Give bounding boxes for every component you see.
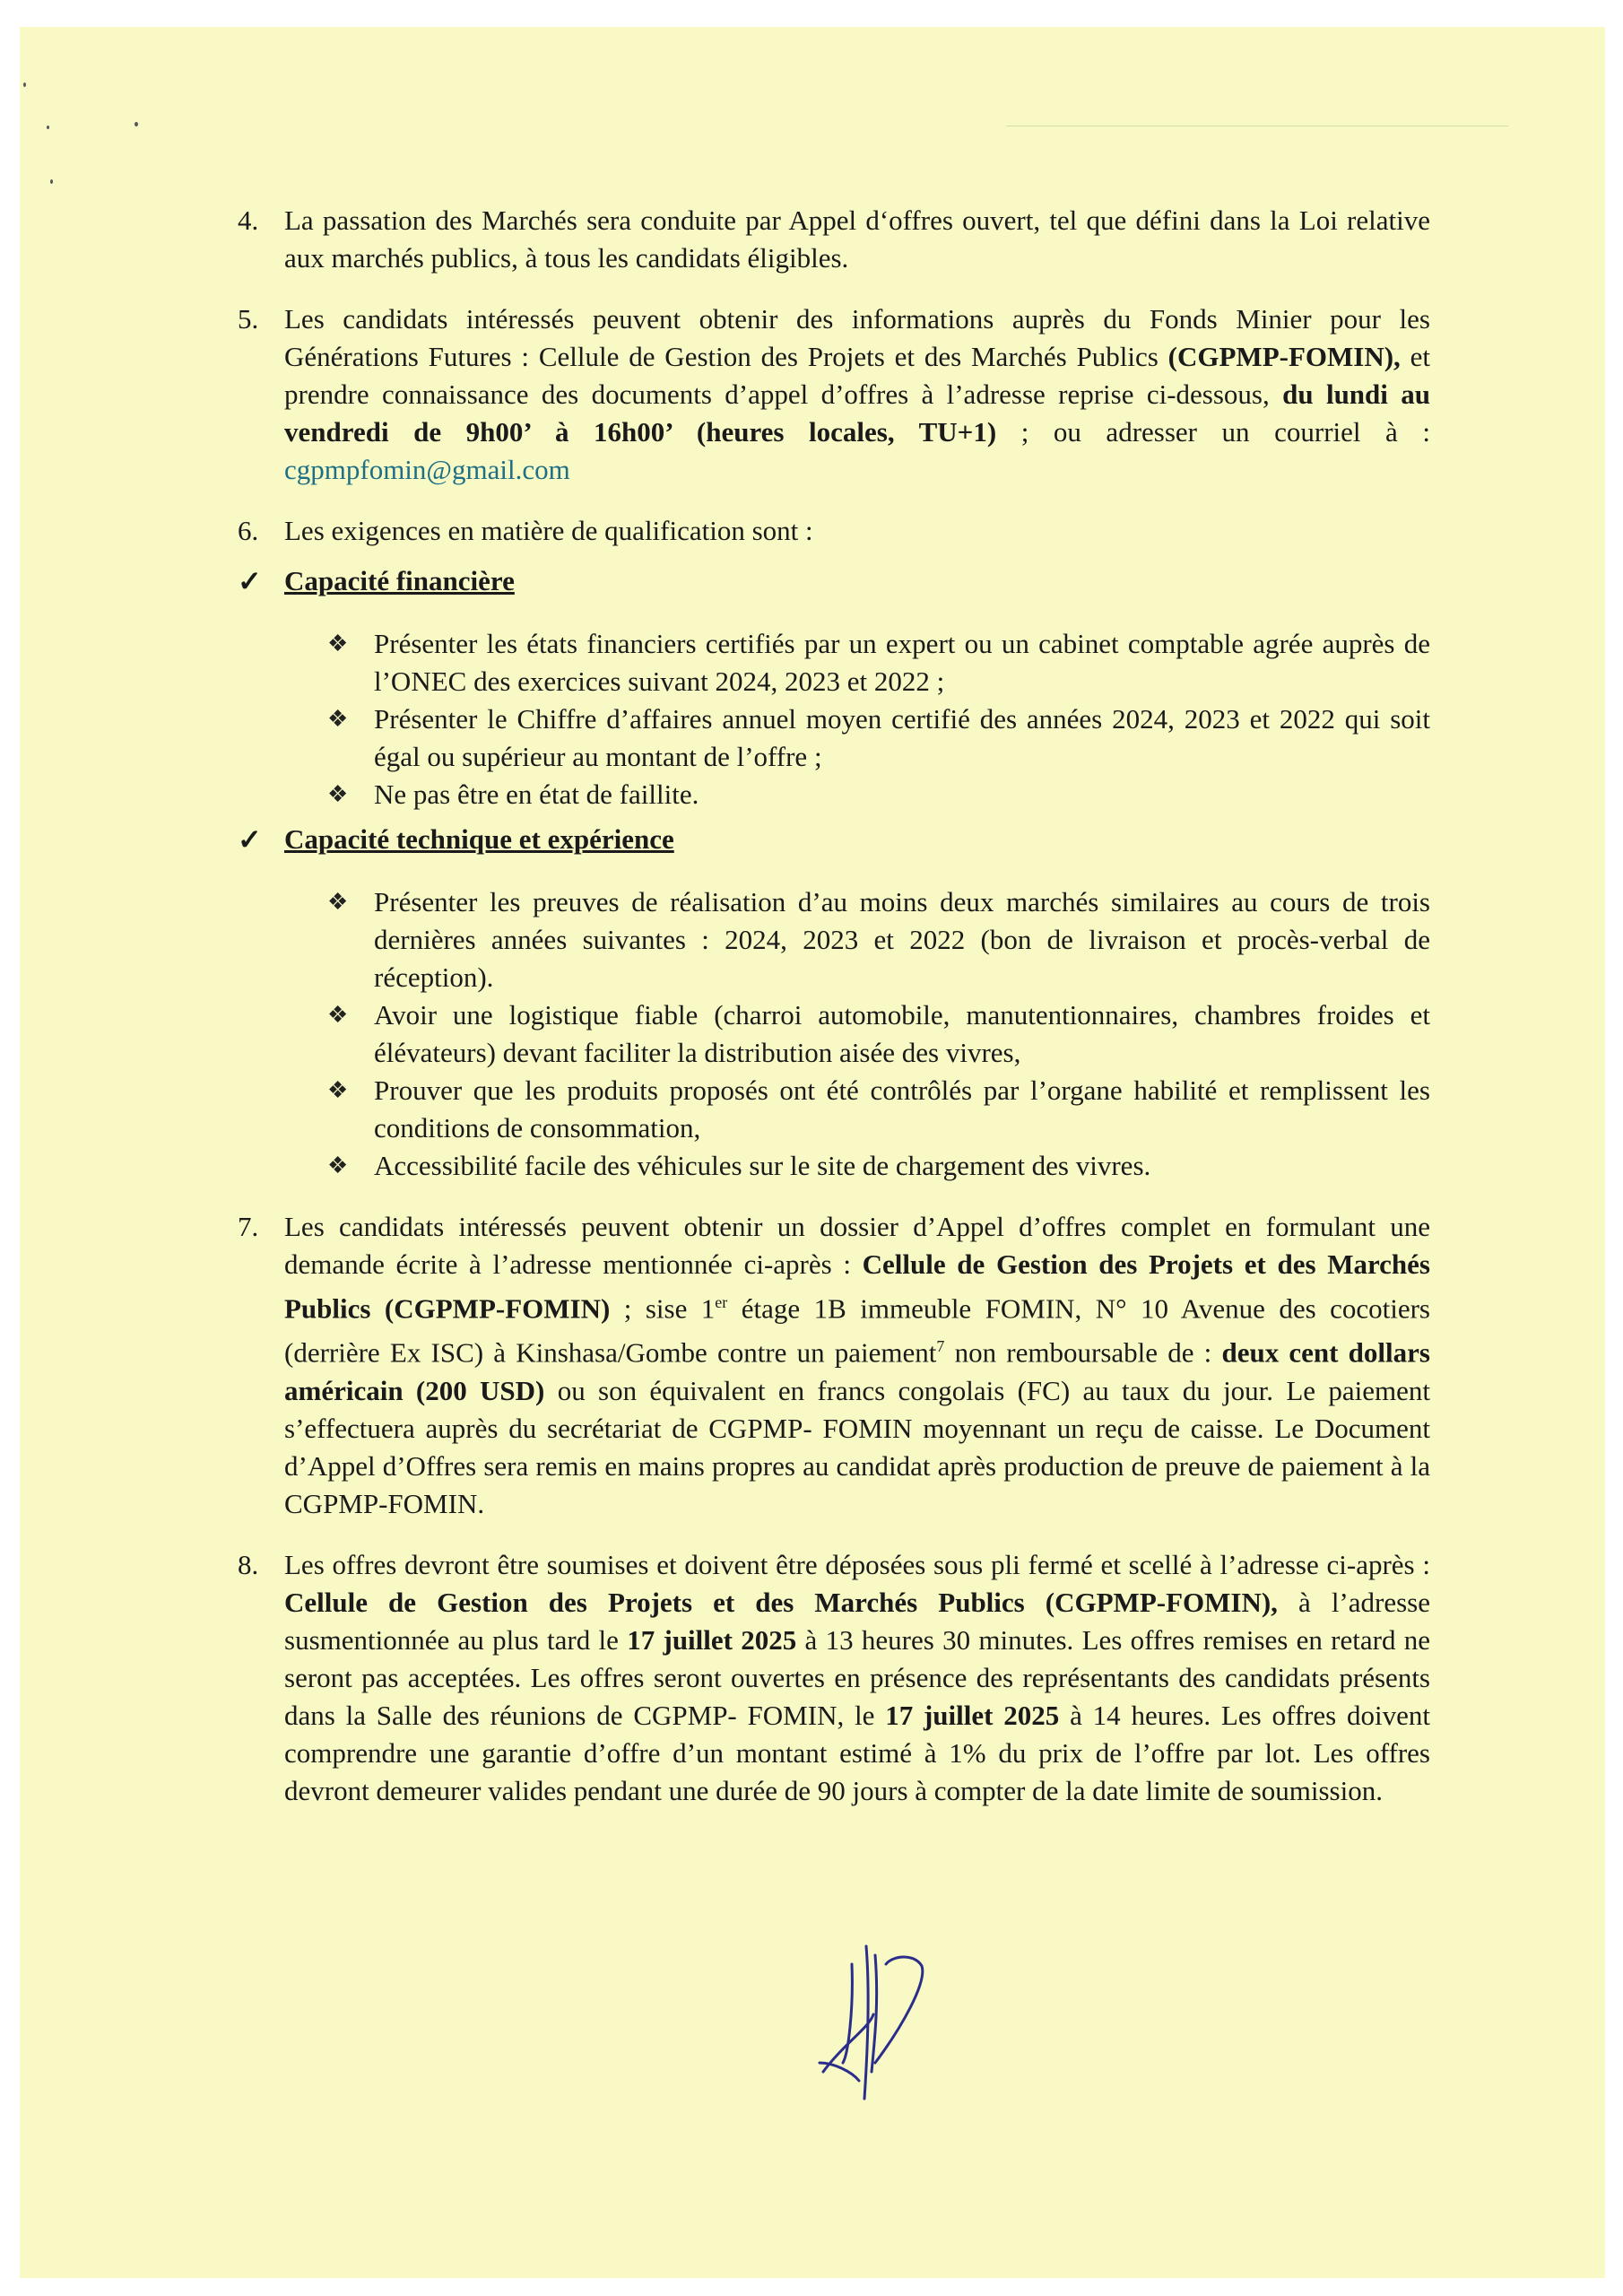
- item-text: ; sise 1: [610, 1292, 716, 1325]
- diamond-bullet-icon: ❖: [327, 706, 349, 732]
- handwritten-signature: [816, 1928, 968, 2108]
- list-item-text: Présenter les états financiers certifiés par un expert ou un cabinet comptable agrée auprès de l’ONEC des exercices suivant 2024, 2023 et 2022 ;: [374, 628, 1430, 697]
- email-link[interactable]: cgpmpfomin@gmail.com: [284, 454, 570, 485]
- list-item: [327, 776, 1430, 813]
- list-item: [327, 1147, 1430, 1185]
- scan-speck: [135, 122, 138, 126]
- heading-text: Capacité technique et expérience: [284, 823, 674, 855]
- item-5: [238, 300, 1430, 489]
- item-text: à 13 heures 30 minutes. Les offres remises en retard ne seront pas acceptées. Les offres seront ouvertes en présence des représentants des candidats présents dans la Salle des réunions de CGPMP- FOMIN, le: [284, 1623, 1430, 1731]
- list-item: [327, 883, 1430, 996]
- diamond-bullet-icon: ❖: [327, 631, 349, 657]
- bold-text: du lundi au vendredi de 9h00’ à 16h00’ (heures locales, TU+1): [284, 378, 1430, 448]
- item-number: 6.: [238, 515, 259, 546]
- item-text: ; ou adresser un courriel à :: [996, 416, 1430, 448]
- item-7: [238, 1208, 1430, 1523]
- scan-speck: [50, 179, 53, 184]
- list-item: [327, 996, 1430, 1072]
- list-item-text: Accessibilité facile des véhicules sur le site de chargement des vivres.: [374, 1150, 1151, 1181]
- checkmark-icon: ✓: [238, 565, 262, 597]
- bold-text: 17 juillet 2025: [885, 1699, 1060, 1731]
- diamond-bullet-icon: ❖: [327, 889, 349, 915]
- scan-speck: [23, 83, 26, 87]
- item-text: à l’adresse susmentionnée au plus tard le: [284, 1586, 1430, 1656]
- item-text: Les candidats intéressés peuvent obtenir des informations auprès du Fonds Minier pour les Générations Futures : Cellule de Gestion des Projets et des Marchés Publics: [284, 303, 1430, 372]
- technical-capacity-heading: [238, 821, 1430, 858]
- item-text: et prendre connaissance des documents d’appel d’offres à l’adresse reprise ci-dessous,: [284, 341, 1430, 410]
- scan-speck: [47, 126, 49, 129]
- item-8: [238, 1546, 1430, 1810]
- financial-criteria-list: [327, 625, 1430, 813]
- item-number: 5.: [238, 303, 259, 335]
- superscript: er: [715, 1293, 728, 1311]
- diamond-bullet-icon: ❖: [327, 1002, 349, 1028]
- list-item-text: Présenter le Chiffre d’affaires annuel moyen certifié des années 2024, 2023 et 2022 qui soit égal ou supérieur au montant de l’offre ;: [374, 703, 1430, 772]
- item-number: 4.: [238, 204, 259, 236]
- list-item: [327, 700, 1430, 776]
- diamond-bullet-icon: ❖: [327, 1152, 349, 1178]
- item-text: La passation des Marchés sera conduite par Appel d‘offres ouvert, tel que défini dans la Loi relative aux marchés publics, à tous les candidats éligibles.: [284, 204, 1430, 274]
- bold-text: Cellule de Gestion des Projets et des Marchés Publics (CGPMP-FOMIN): [284, 1248, 1430, 1325]
- list-item-text: Présenter les preuves de réalisation d’au moins deux marchés similaires au cours de trois dernières années suivantes : 2024, 2023 et 2022 (bon de livraison et procès-verbal de réception).: [374, 886, 1430, 993]
- item-4: [238, 202, 1430, 277]
- bold-text: Cellule de Gestion des Projets et des Marchés Publics (CGPMP-FOMIN),: [284, 1586, 1278, 1618]
- diamond-bullet-icon: ❖: [327, 1077, 349, 1103]
- bold-text: (CGPMP-FOMIN),: [1167, 341, 1401, 372]
- bold-text: deux cent dollars américain (200 USD): [284, 1336, 1430, 1406]
- checkmark-icon: ✓: [238, 823, 262, 856]
- list-item-text: Ne pas être en état de faillite.: [374, 778, 699, 810]
- item-number: 7.: [238, 1211, 259, 1242]
- heading-text: Capacité financière: [284, 565, 515, 596]
- list-item-text: Prouver que les produits proposés ont été contrôlés par l’organe habilité et remplissent les conditions de consommation,: [374, 1074, 1430, 1144]
- item-text: Les candidats intéressés peuvent obtenir un dossier d’Appel d’offres complet en formulant une demande écrite à l’adresse mentionnée ci-après :: [284, 1211, 1430, 1280]
- item-text: Les offres devront être soumises et doivent être déposées sous pli fermé et scellé à l’adresse ci-après :: [284, 1548, 1430, 1580]
- bold-text: 17 juillet 2025: [627, 1623, 797, 1656]
- item-6: [238, 512, 1430, 550]
- item-text: ou son équivalent en francs congolais (FC) au taux du jour. Le paiement s’effectuera auprès du secrétariat de CGPMP- FOMIN moyennant un reçu de caisse. Le Document d’Appel d’Offres sera remis en mains propres au candidat après production de preuve de paiement à la CGPMP-FOMIN.: [284, 1374, 1430, 1519]
- diamond-bullet-icon: ❖: [327, 781, 349, 807]
- item-text: à 14 heures. Les offres doivent comprendre une garantie d’offre d’un montant estimé à 1% du prix de l’offre par lot. Les offres devront demeurer valides pendant une durée de 90 jours à compter de la date limite de soumission.: [284, 1699, 1430, 1806]
- item-text: Les exigences en matière de qualification sont :: [284, 515, 813, 546]
- footnote-marker: 7: [936, 1337, 945, 1356]
- list-item-text: Avoir une logistique fiable (charroi automobile, manutentionnaires, chambres froides et élévateurs) devant faciliter la distribution aisée des vivres,: [374, 999, 1430, 1068]
- item-text: non remboursable de :: [944, 1336, 1222, 1369]
- technical-criteria-list: [327, 883, 1430, 1185]
- item-text: étage 1B immeuble FOMIN, N° 10 Avenue des cocotiers (derrière Ex ISC) à Kinshasa/Gombe contre un paiement: [284, 1292, 1430, 1369]
- document-body: [238, 202, 1430, 1833]
- list-item: [327, 1072, 1430, 1147]
- item-number: 8.: [238, 1548, 259, 1580]
- financial-capacity-heading: [238, 562, 1430, 600]
- list-item: [327, 625, 1430, 700]
